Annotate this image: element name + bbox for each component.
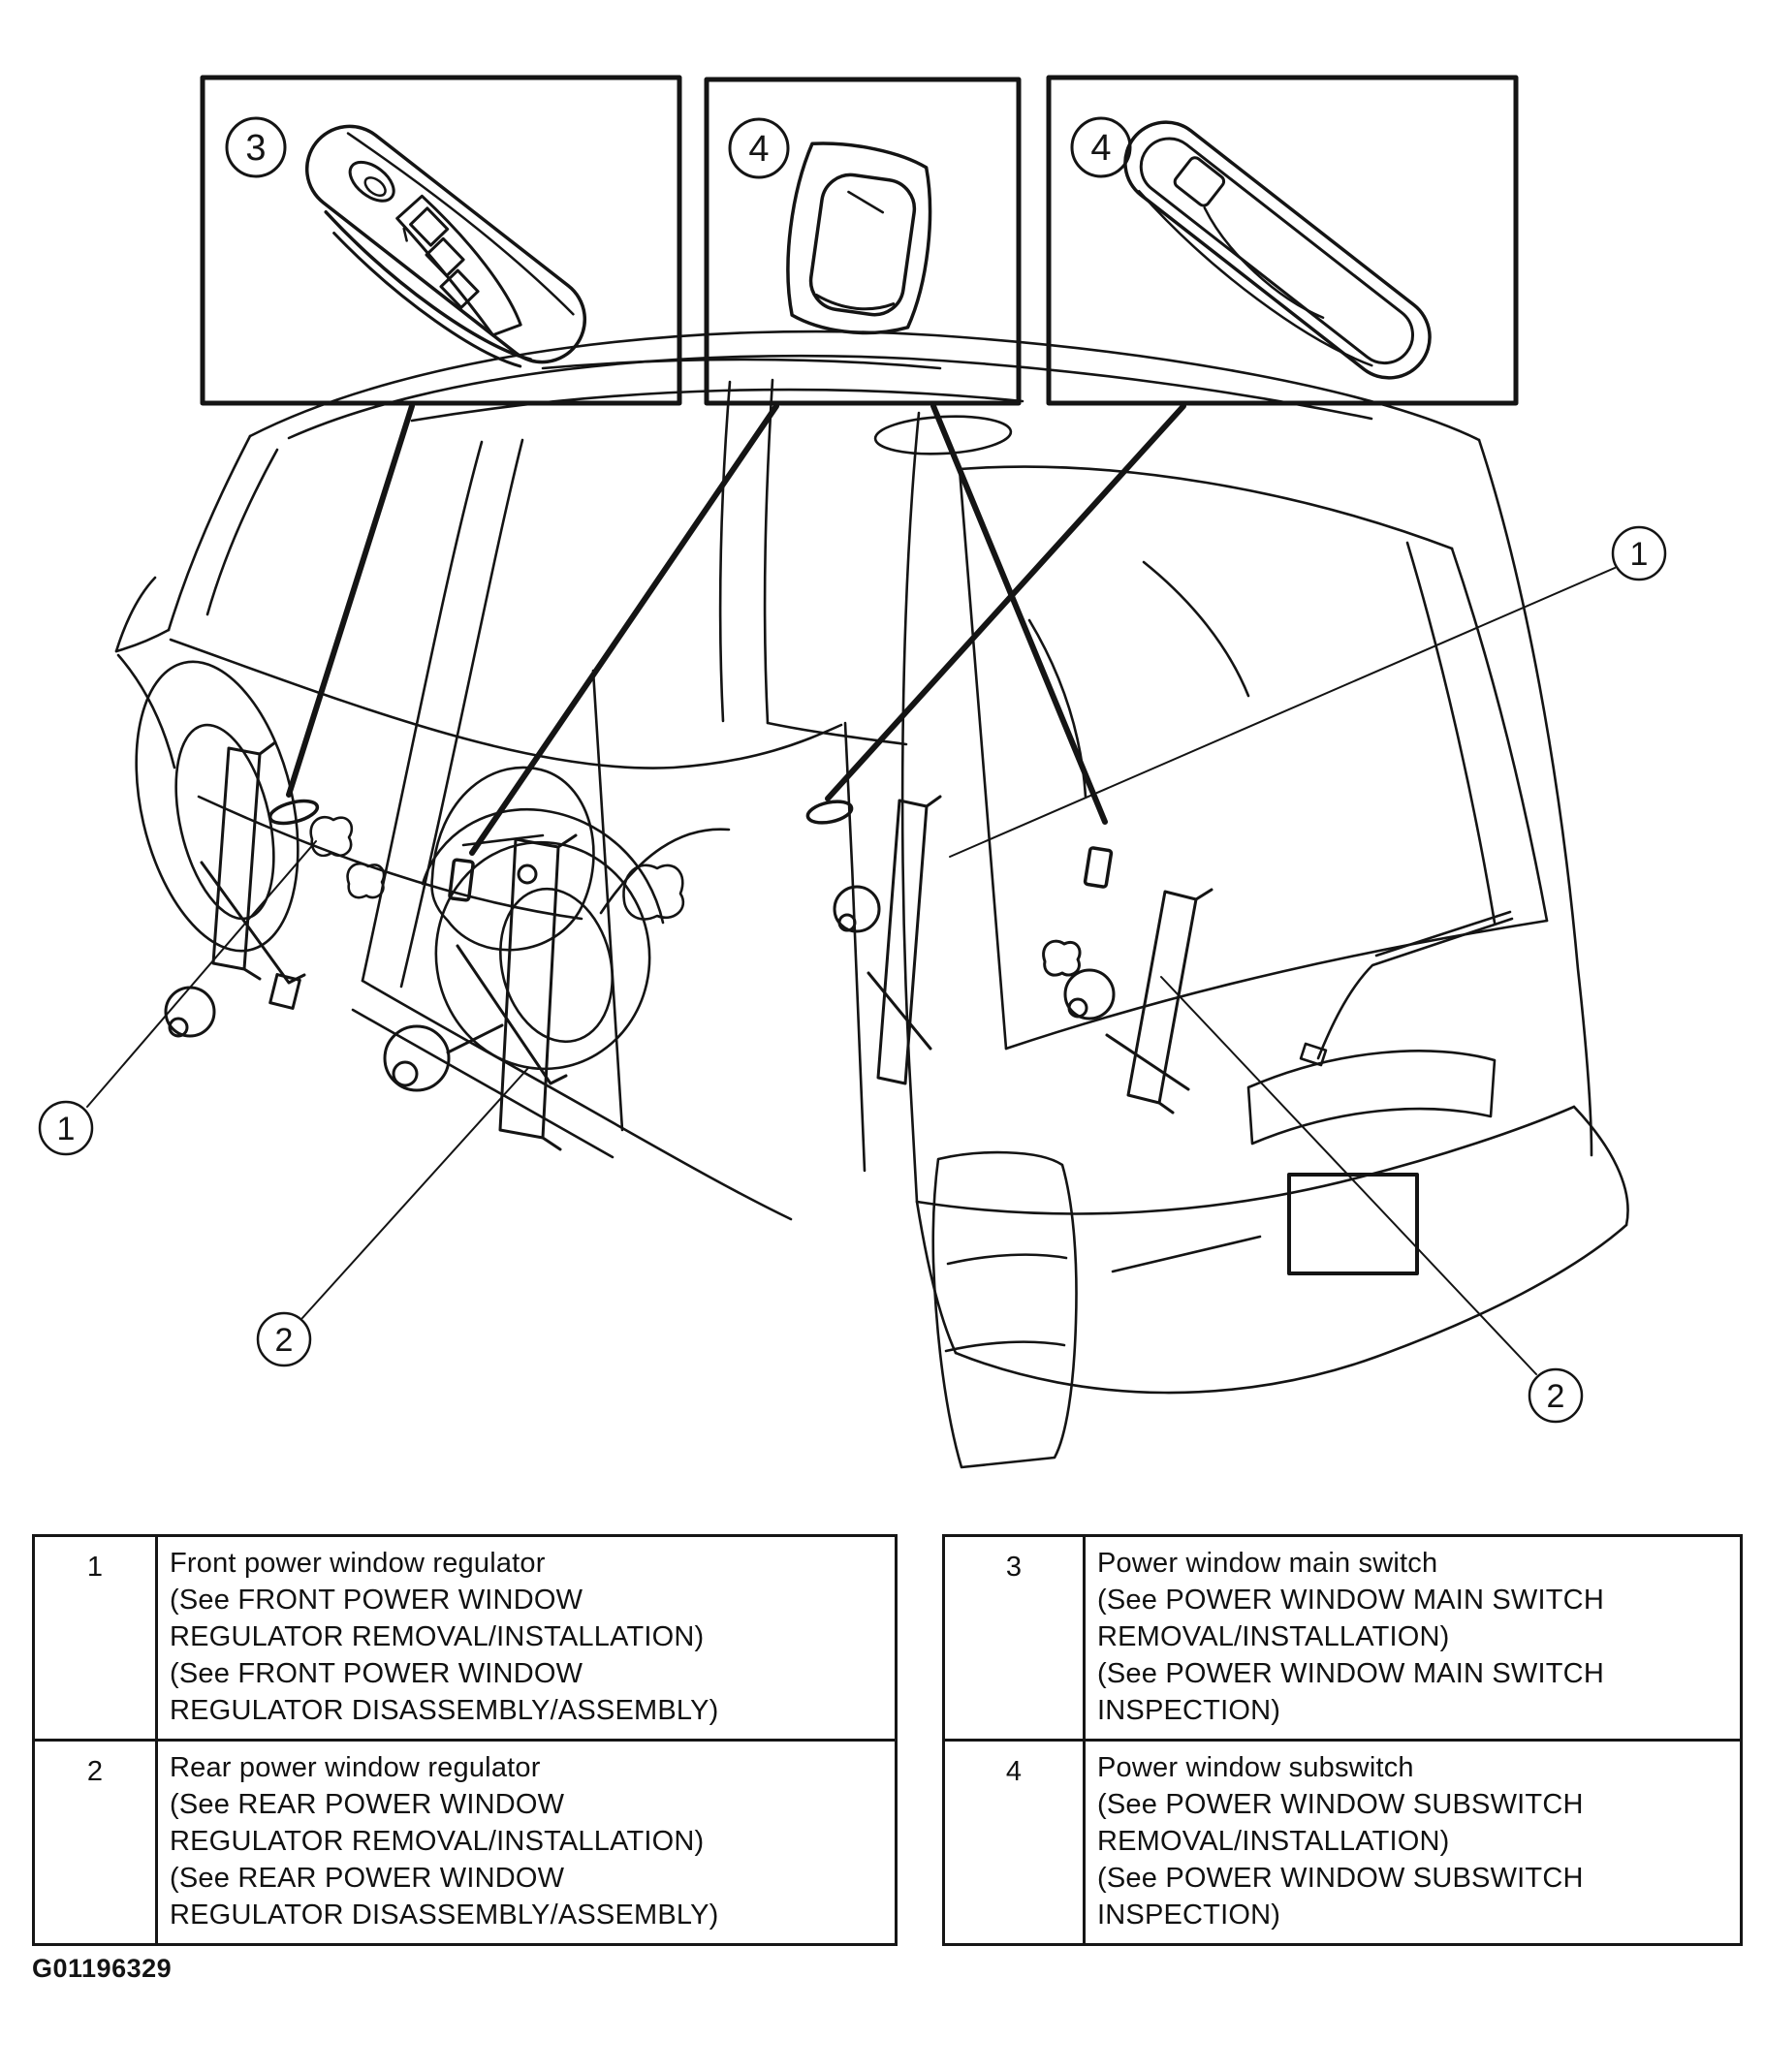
bumper-left-end bbox=[917, 1202, 956, 1353]
rear-wiper-arm bbox=[1318, 919, 1512, 1058]
regulator-motor bbox=[835, 887, 879, 931]
inset-box-main-switch bbox=[203, 78, 679, 403]
description-line: (See POWER WINDOW MAIN SWITCH bbox=[1097, 1585, 1604, 1616]
regulator-arm bbox=[1107, 1035, 1188, 1089]
callout-rear-regulator-left bbox=[258, 1068, 528, 1366]
item-number: 2 bbox=[34, 1741, 157, 1945]
hatch-bottom-edge bbox=[917, 1107, 1574, 1213]
motor-gear bbox=[394, 1062, 417, 1085]
item-description bbox=[157, 1536, 897, 1741]
cowl-edge bbox=[116, 630, 169, 651]
c-pillar-rear bbox=[765, 380, 772, 723]
rocker-panel bbox=[362, 981, 791, 1219]
cable-pulley bbox=[519, 865, 536, 883]
rear-wheel bbox=[422, 829, 664, 1083]
harness-clip-4 bbox=[1044, 941, 1080, 975]
callout-number-1-left: 1 bbox=[56, 1111, 76, 1147]
regulator-motor bbox=[1065, 970, 1114, 1019]
item-number: 4 bbox=[944, 1741, 1085, 1945]
table-row bbox=[944, 1741, 1742, 1945]
leader-subswitch-slide bbox=[828, 406, 1183, 799]
a-pillar-inner bbox=[207, 450, 277, 614]
license-garnish bbox=[1248, 1051, 1495, 1144]
tail-lamp-rib bbox=[948, 1255, 1066, 1264]
regulator-rail bbox=[213, 748, 260, 969]
description-line: Power window main switch bbox=[1097, 1548, 1438, 1579]
description-line: REGULATOR REMOVAL/INSTALLATION) bbox=[170, 1621, 705, 1652]
leader-main-switch bbox=[289, 406, 412, 795]
subswitch-single-drawing bbox=[777, 139, 941, 342]
description-line: REGULATOR REMOVAL/INSTALLATION) bbox=[170, 1826, 705, 1857]
table-row bbox=[944, 1536, 1742, 1741]
rail-flanges bbox=[927, 797, 940, 806]
bumper-right-end bbox=[1574, 1107, 1628, 1225]
inset-label-4a: 4 bbox=[748, 129, 770, 170]
roof-rib-2 bbox=[543, 360, 940, 368]
item-number: 1 bbox=[34, 1536, 157, 1741]
callout-front-regulator-right bbox=[950, 527, 1665, 857]
item-number: 3 bbox=[944, 1536, 1085, 1741]
description-line: INSPECTION) bbox=[1097, 1899, 1281, 1931]
description-line: REGULATOR DISASSEMBLY/ASSEMBLY) bbox=[170, 1899, 719, 1931]
description-line: (See REAR POWER WINDOW bbox=[170, 1863, 565, 1894]
description-line: (See POWER WINDOW MAIN SWITCH bbox=[1097, 1658, 1604, 1689]
inset-box-subswitch-single bbox=[707, 79, 1019, 403]
item-description bbox=[1085, 1741, 1742, 1945]
interior-seat-back bbox=[1144, 562, 1248, 696]
inset-label-3: 3 bbox=[245, 128, 267, 169]
table-row bbox=[34, 1741, 897, 1945]
hatch-glass-top bbox=[960, 467, 1452, 549]
switch-location-markers bbox=[268, 797, 1112, 900]
description-line: Front power window regulator bbox=[170, 1548, 546, 1579]
table-row bbox=[34, 1536, 897, 1741]
c-pillar-front bbox=[720, 382, 730, 721]
description-line: REGULATOR DISASSEMBLY/ASSEMBLY) bbox=[170, 1695, 719, 1726]
callout-rear-regulator-right bbox=[1161, 977, 1582, 1422]
description-line: Power window subswitch bbox=[1097, 1752, 1414, 1783]
legend-table-switches bbox=[942, 1534, 1743, 1946]
regulator-motor bbox=[166, 988, 214, 1036]
callout-number-2-right: 2 bbox=[1546, 1378, 1565, 1415]
description-line: (See FRONT POWER WINDOW bbox=[170, 1585, 583, 1616]
item-description bbox=[1085, 1536, 1742, 1741]
body-right-edge bbox=[1479, 440, 1592, 1155]
rocker-lower bbox=[353, 1010, 613, 1157]
description-line: (See POWER WINDOW SUBSWITCH bbox=[1097, 1863, 1584, 1894]
leader-subswitch-front bbox=[472, 406, 776, 853]
description-line: (See POWER WINDOW SUBSWITCH bbox=[1097, 1789, 1584, 1820]
vehicle-outline bbox=[110, 331, 1628, 1467]
regulator-rear-right bbox=[1044, 890, 1212, 1113]
slide-subswitch-marker bbox=[805, 798, 853, 826]
callout-number-1-right: 1 bbox=[1629, 536, 1649, 573]
description-line: REMOVAL/INSTALLATION) bbox=[1097, 1826, 1450, 1857]
regulator-arm bbox=[868, 973, 930, 1049]
hatch-glass-left bbox=[960, 469, 1006, 1049]
hatch-glass-bottom bbox=[1006, 921, 1547, 1049]
roof-edge bbox=[250, 331, 1479, 440]
main-switch-drawing bbox=[274, 110, 602, 399]
inset-label-4b: 4 bbox=[1090, 128, 1112, 169]
motor-link bbox=[448, 1025, 502, 1052]
slide-door-front-seam bbox=[593, 671, 622, 1130]
slide-door-rear-seam bbox=[845, 723, 865, 1171]
callout-front-regulator-left bbox=[40, 841, 316, 1154]
description-line: Rear power window regulator bbox=[170, 1752, 541, 1783]
inset-panels bbox=[203, 78, 1516, 403]
tail-lamp-rib-2 bbox=[946, 1342, 1064, 1351]
d-pillar-inner bbox=[1407, 543, 1495, 923]
regulator-rear-left bbox=[385, 835, 576, 1149]
description-line: REMOVAL/INSTALLATION) bbox=[1097, 1621, 1450, 1652]
description-line: (See FRONT POWER WINDOW bbox=[170, 1658, 583, 1689]
description-line: (See REAR POWER WINDOW bbox=[170, 1789, 565, 1820]
callout-number-2-left: 2 bbox=[274, 1322, 294, 1359]
bumper-crease bbox=[1113, 1237, 1260, 1271]
figure-id: G01196329 bbox=[32, 1954, 173, 1983]
rear-wheel-arch bbox=[423, 809, 663, 923]
tail-lamp bbox=[933, 1152, 1077, 1467]
rear-wiper-blade bbox=[1376, 912, 1510, 956]
beltline bbox=[171, 640, 841, 769]
description-line: INSPECTION) bbox=[1097, 1695, 1281, 1726]
inset-leader-lines bbox=[289, 406, 1183, 853]
rear-subswitch-marker bbox=[1085, 848, 1112, 888]
rail-flanges bbox=[543, 835, 576, 1149]
dash-curve bbox=[601, 830, 729, 913]
item-description bbox=[157, 1741, 897, 1945]
harness-clip-2 bbox=[311, 817, 352, 856]
legend-table-regulators bbox=[32, 1534, 898, 1946]
a-pillar bbox=[169, 436, 250, 630]
